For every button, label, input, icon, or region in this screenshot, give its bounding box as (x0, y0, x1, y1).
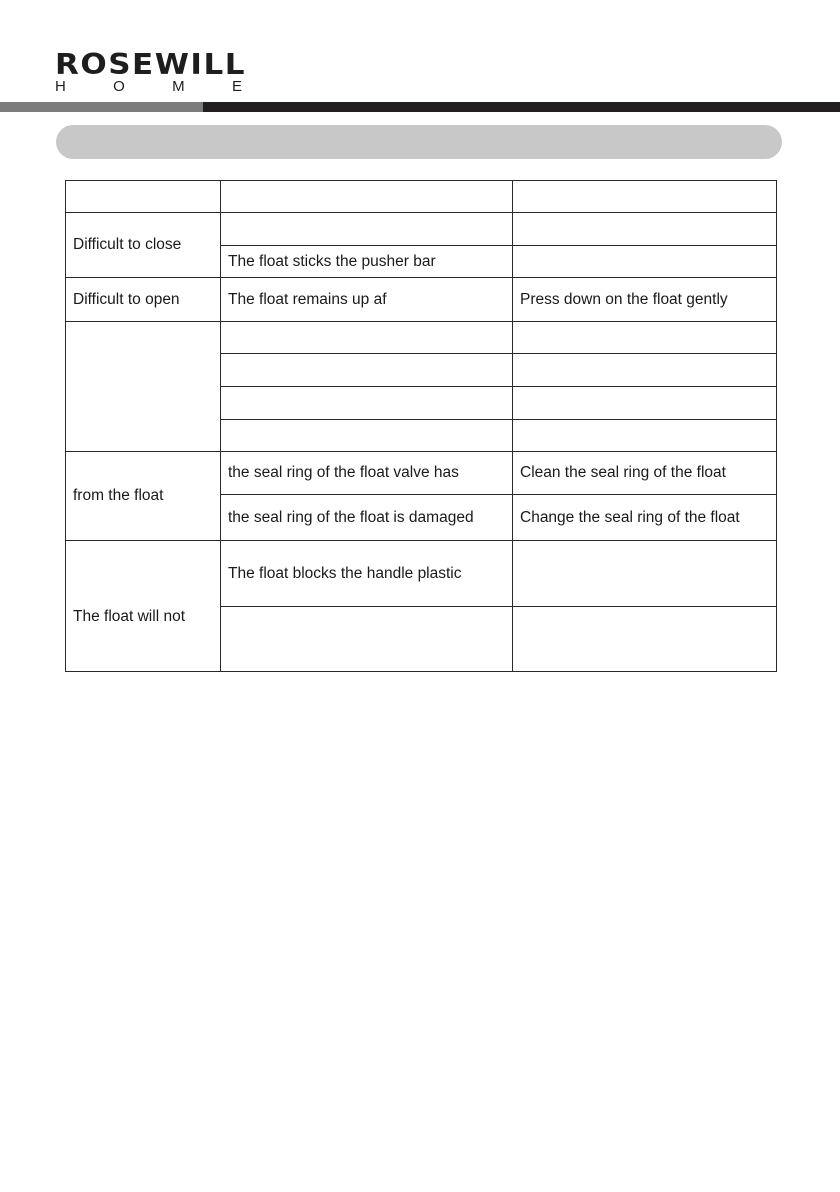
cause-cell: the seal ring of the float valve has (221, 452, 513, 495)
brand-sub-letter: H (55, 78, 66, 95)
header-rule-bar (203, 102, 840, 112)
cause-cell (221, 354, 513, 387)
header-accent-bar (0, 102, 203, 112)
cause-cell: The float blocks the handle plastic (221, 541, 513, 607)
cause-cell (221, 607, 513, 672)
cause-cell (221, 420, 513, 452)
brand-sub-letter: E (231, 78, 242, 95)
solution-cell: Press down on the float gently (513, 278, 777, 322)
solution-cell (513, 541, 777, 607)
troubleshooting-table (65, 180, 777, 672)
solution-cell (513, 420, 777, 452)
problem-cell (66, 322, 221, 452)
cause-cell: The float sticks the pusher bar (221, 246, 513, 278)
solution-cell (513, 387, 777, 420)
solution-cell: Clean the seal ring of the float (513, 452, 777, 495)
solution-cell (513, 246, 777, 278)
cause-cell (221, 387, 513, 420)
header-cell (513, 181, 777, 213)
section-title-banner (56, 125, 782, 159)
cause-cell (221, 322, 513, 354)
brand-sub-letter: M (172, 78, 185, 95)
solution-cell (513, 213, 777, 246)
problem-cell: Difficult to open (66, 278, 221, 322)
problem-cell: The float will not (66, 541, 221, 672)
cause-cell: The float remains up af (221, 278, 513, 322)
header-cell (221, 181, 513, 213)
cause-cell: the seal ring of the float is damaged (221, 495, 513, 541)
table-row (66, 322, 777, 354)
table-header-row (66, 181, 777, 213)
solution-cell (513, 354, 777, 387)
solution-cell (513, 607, 777, 672)
cause-cell (221, 213, 513, 246)
brand-sub-letter: O (113, 78, 125, 95)
table-row (66, 278, 777, 322)
solution-cell: Change the seal ring of the float (513, 495, 777, 541)
table-row (66, 452, 777, 495)
brand-logo: ROSEWILL (55, 48, 246, 82)
solution-cell (513, 322, 777, 354)
problem-cell: from the float (66, 452, 221, 541)
table-row (66, 541, 777, 607)
header-cell (66, 181, 221, 213)
brand-logo-subtitle (55, 79, 242, 94)
problem-cell: Difficult to close (66, 213, 221, 278)
table-row (66, 213, 777, 246)
